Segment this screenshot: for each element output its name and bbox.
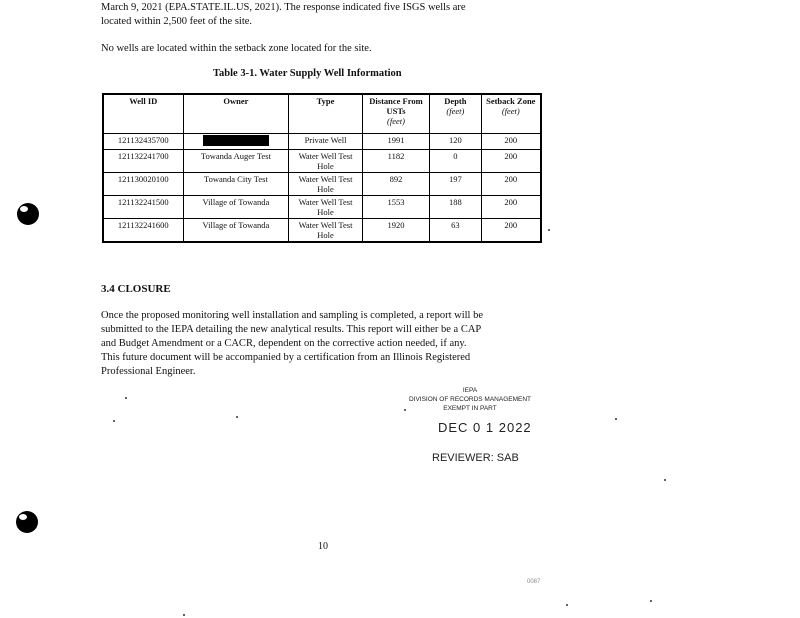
scan-speck <box>615 418 617 420</box>
closure-heading: 3.4 CLOSURE <box>101 283 171 295</box>
header-distance-unit: (feet) <box>387 116 405 126</box>
punch-hole-icon <box>16 511 38 533</box>
cell-well-id: 121132241600 <box>103 219 183 243</box>
header-setback-unit: (feet) <box>501 106 520 116</box>
cell-depth: 0 <box>430 150 481 173</box>
table-row <box>103 196 541 219</box>
stamp-reviewer: REVIEWER: SAB <box>432 452 519 464</box>
cell-well-id: 121132241500 <box>103 196 183 219</box>
cell-setback: 200 <box>481 134 541 150</box>
cell-type: Water Well Test Hole <box>289 173 363 196</box>
cell-owner: Towanda Auger Test <box>183 150 289 173</box>
punch-hole-icon <box>17 203 39 225</box>
cell-owner <box>183 134 289 150</box>
header-depth <box>430 94 481 134</box>
water-supply-well-table <box>102 93 542 243</box>
cell-depth: 63 <box>430 219 481 243</box>
scan-speck <box>548 229 550 231</box>
header-well-id: Well ID <box>103 94 183 134</box>
cell-distance: 1553 <box>362 196 429 219</box>
scan-speck <box>404 409 406 411</box>
header-distance <box>362 94 429 134</box>
header-depth-unit: (feet) <box>446 106 465 116</box>
stamp-organization: IEPA DIVISION OF RECORDS MANAGEMENT EXEMPT IN PART <box>408 387 532 412</box>
bates-number: 0087 <box>527 579 541 585</box>
header-setback <box>481 94 541 134</box>
intro-paragraph: March 9, 2021 (EPA.STATE.IL.US, 2021). The response indicated five ISGS wells are located within 2,500 feet of the site. <box>101 2 466 27</box>
cell-distance: 1920 <box>362 219 429 243</box>
cell-setback: 200 <box>481 173 541 196</box>
setback-paragraph: No wells are located within the setback zone located for the site. <box>101 43 372 54</box>
cell-depth: 120 <box>430 134 481 150</box>
scan-speck <box>664 479 666 481</box>
cell-owner: Village of Towanda <box>183 219 289 243</box>
scan-speck <box>566 604 568 606</box>
page-number: 10 <box>318 541 328 552</box>
cell-well-id: 121132435700 <box>103 134 183 150</box>
cell-setback: 200 <box>481 219 541 243</box>
cell-setback: 200 <box>481 196 541 219</box>
header-owner: Owner <box>183 94 289 134</box>
redaction-block <box>203 135 269 146</box>
stamp-date: DEC 0 1 2022 <box>438 420 532 435</box>
cell-type: Private Well <box>289 134 363 150</box>
cell-distance: 1991 <box>362 134 429 150</box>
table-row <box>103 219 541 243</box>
cell-distance: 892 <box>362 173 429 196</box>
header-depth-label: Depth <box>444 96 467 106</box>
cell-type: Water Well Test Hole <box>289 219 363 243</box>
scan-speck <box>236 416 238 418</box>
cell-type: Water Well Test Hole <box>289 150 363 173</box>
table-header-row <box>103 94 541 134</box>
cell-distance: 1182 <box>362 150 429 173</box>
header-type: Type <box>289 94 363 134</box>
cell-depth: 197 <box>430 173 481 196</box>
cell-well-id: 121132241700 <box>103 150 183 173</box>
table-title: Table 3-1. Water Supply Well Information <box>213 68 402 79</box>
cell-setback: 200 <box>481 150 541 173</box>
cell-well-id: 121130020100 <box>103 173 183 196</box>
table-row <box>103 150 541 173</box>
closure-paragraph: Once the proposed monitoring well installation and sampling is completed, a report will be submitted to the IEPA detailing the new analytical results. This report will either be a CAP and Budget Amendment or a CACR, dependent on the corrective action needed, if any. This future document will be accompanied by a certification from an Illinois Registered Professional Engineer. <box>101 310 483 377</box>
header-setback-label: Setback Zone <box>486 96 536 106</box>
table-row <box>103 134 541 150</box>
cell-type: Water Well Test Hole <box>289 196 363 219</box>
cell-owner: Village of Towanda <box>183 196 289 219</box>
scan-speck <box>183 614 185 616</box>
scan-speck <box>650 600 652 602</box>
scan-speck <box>125 397 127 399</box>
header-distance-label: Distance From USTs <box>369 96 423 116</box>
cell-depth: 188 <box>430 196 481 219</box>
table-row <box>103 173 541 196</box>
cell-owner: Towanda City Test <box>183 173 289 196</box>
scan-speck <box>113 420 115 422</box>
